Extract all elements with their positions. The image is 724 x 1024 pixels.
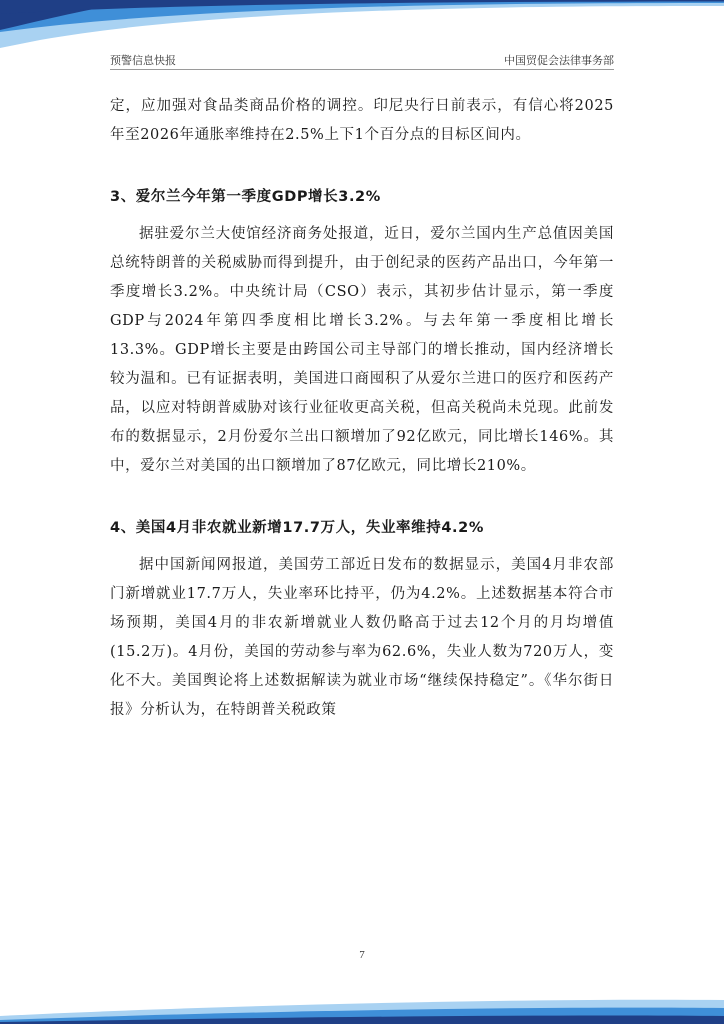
top-banner bbox=[0, 0, 724, 50]
continuation-paragraph: 定，应加强对食品类商品价格的调控。印尼央行日前表示，有信心将2025年至2026年通胀率维持在2.5%上下1个百分点的目标区间内。 bbox=[110, 98, 614, 143]
header-left-title: 预警信息快报 bbox=[110, 54, 176, 67]
section-4-heading: 4、美国4月非农就业新增17.7万人，失业率维持4.2% bbox=[110, 520, 484, 536]
page-number: 7 bbox=[359, 949, 365, 961]
page-body bbox=[110, 92, 614, 725]
section-3-paragraph: 据驻爱尔兰大使馆经济商务处报道，近日，爱尔兰国内生产总值因美国总统特朗普的关税威胁而得到提升，由于创纪录的医药产品出口，今年第一季度增长3.2%。中央统计局（CSO）表示，其初步估计显示，第一季度GDP与2024年第四季度相比增长3.2%。与去年第一季度相比增长13.3%。GDP增长主要是由跨国公司主导部门的增长推动，国内经济增长较为温和。已有证据表明，美国进口商囤积了从爱尔兰进口的医疗和医药产品，以应对特朗普威胁对该行业征收更高关税，但高关税尚未兑现。此前发布的数据显示，2月份爱尔兰出口额增加了92亿欧元，同比增长146%。其中，爱尔兰对美国的出口额增加了87亿欧元，同比增长210%。 bbox=[110, 226, 614, 474]
header-divider bbox=[110, 69, 614, 70]
header-right-department: 中国贸促会法律事务部 bbox=[504, 54, 614, 67]
section-3-heading: 3、爱尔兰今年第一季度GDP增长3.2% bbox=[110, 189, 381, 205]
section-4-paragraph: 据中国新闻网报道，美国劳工部近日发布的数据显示，美国4月非农部门新增就业17.7万人，失业率环比持平，仍为4.2%。上述数据基本符合市场预期，美国4月的非农新增就业人数仍略高于过去12个月的月均增值(15.2万)。4月份，美国的劳动参与率为62.6%，失业人数为720万人，变化不大。美国舆论将上述数据解读为就业市场“继续保持稳定”。《华尔街日报》分析认为，在特朗普关税政策 bbox=[110, 557, 614, 718]
bottom-banner bbox=[0, 984, 724, 1024]
